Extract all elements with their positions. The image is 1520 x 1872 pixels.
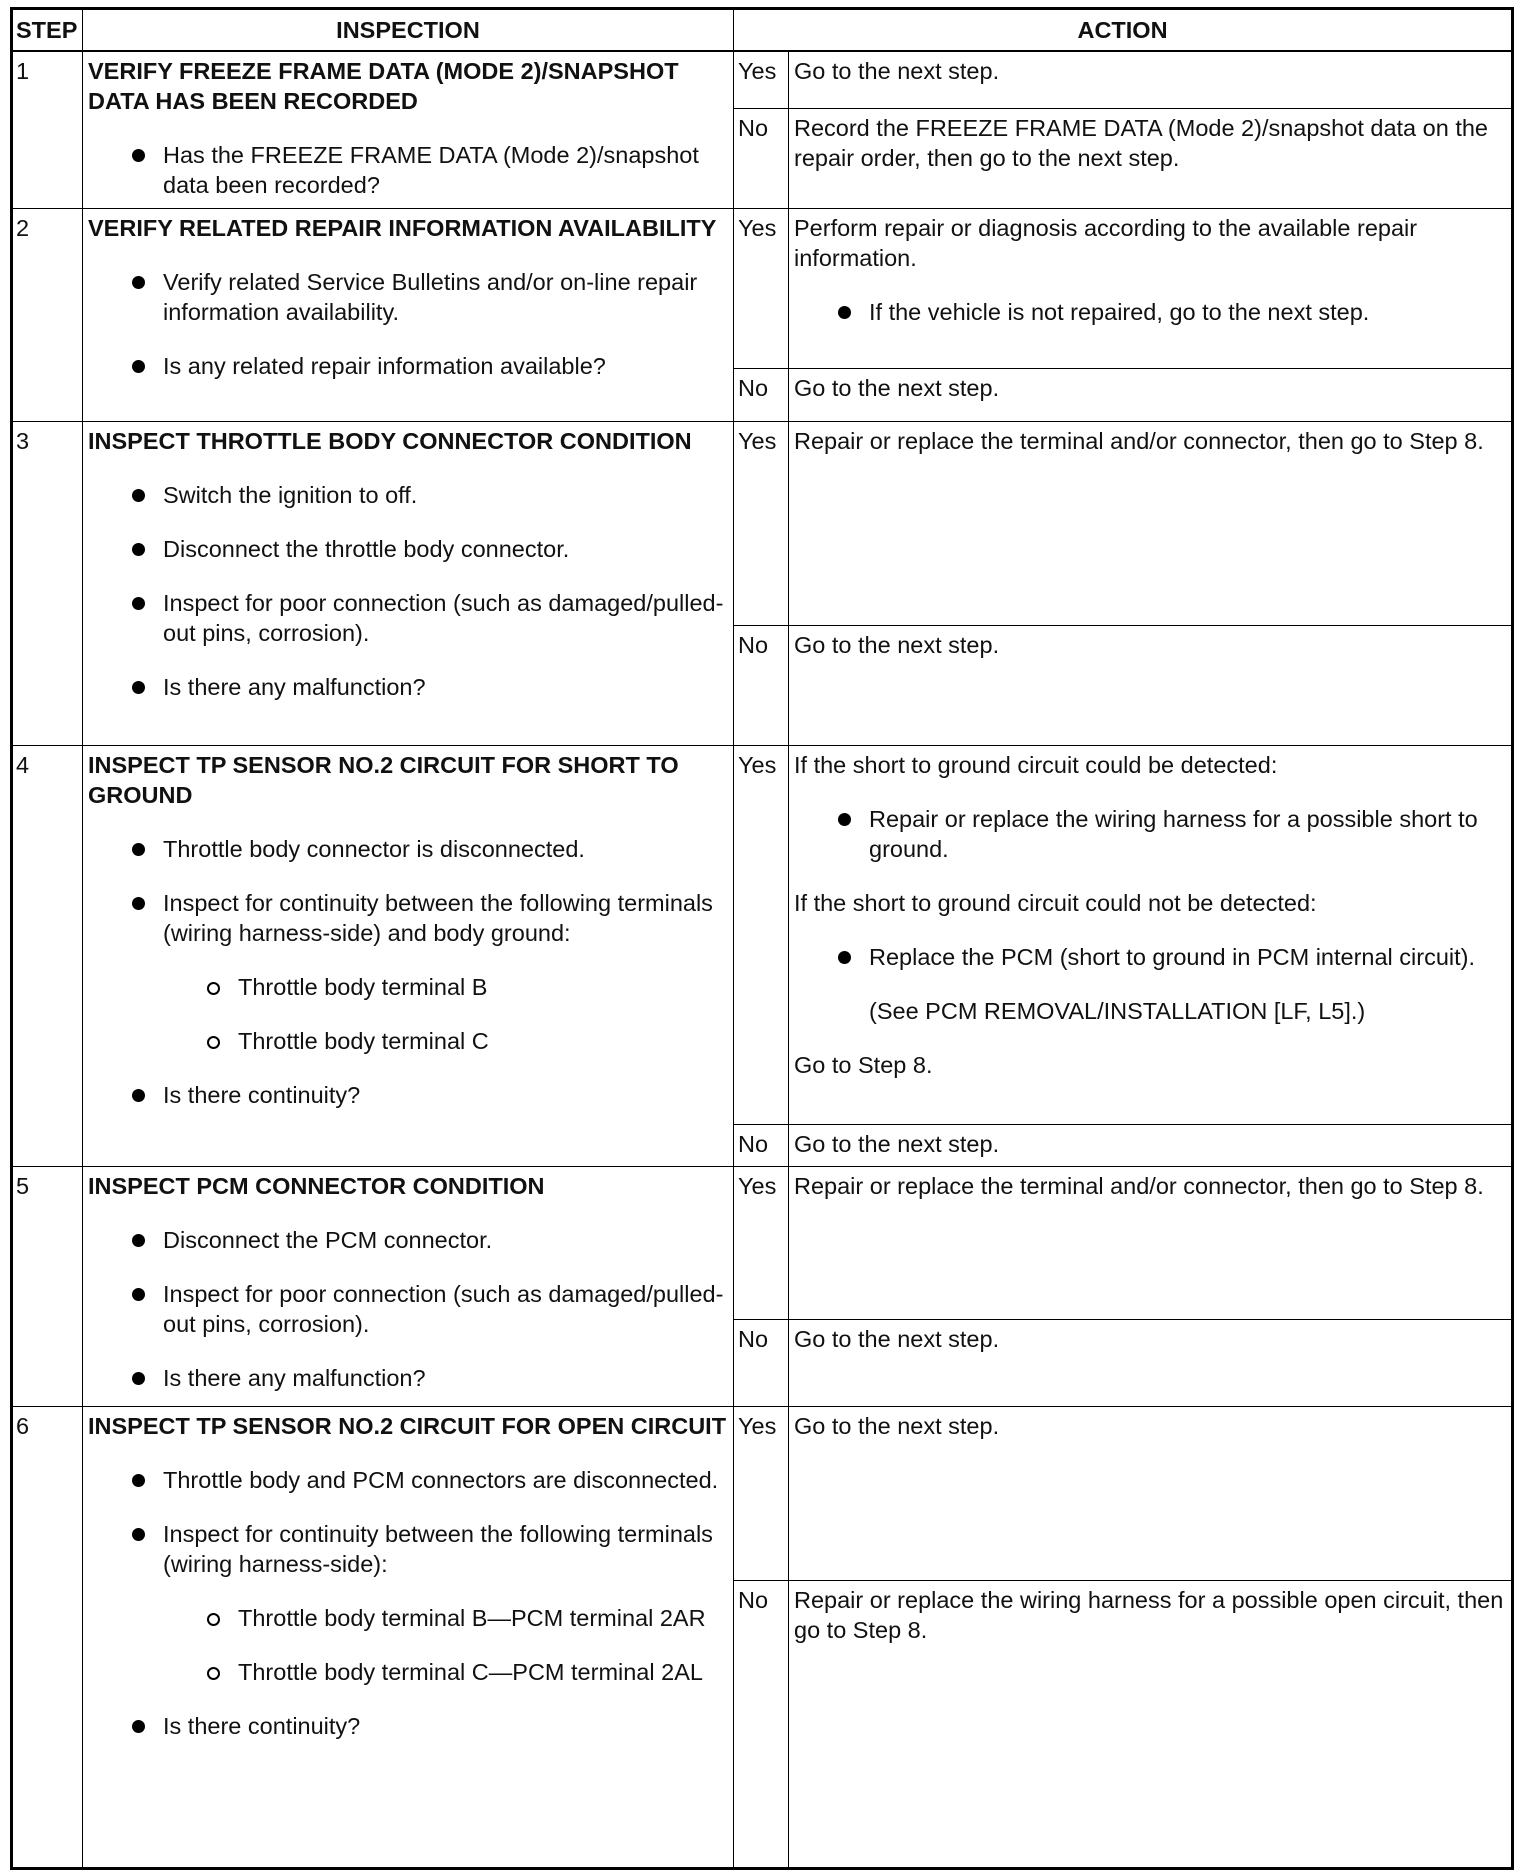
step-title: INSPECT PCM CONNECTOR CONDITION — [88, 1173, 545, 1199]
inspection-bullet: Inspect for poor connection (such as damaged/pulled-out pins, corrosion). — [88, 1279, 728, 1339]
yes-action — [789, 746, 1513, 1125]
yes-label: Yes — [734, 1407, 789, 1581]
step-title: INSPECT TP SENSOR NO.2 CIRCUIT FOR OPEN CIRCUIT — [88, 1413, 727, 1439]
yes-label: Yes — [734, 51, 789, 109]
step-6-inspection — [83, 1407, 734, 1869]
yes-action: Go to the next step. — [789, 1407, 1513, 1581]
no-label: No — [734, 1125, 789, 1167]
step-1-yes-row — [12, 51, 1513, 109]
inspection-subbullet: Throttle body terminal C — [88, 1026, 728, 1056]
yes-action: Go to the next step. — [789, 51, 1513, 109]
inspection-bullet: Switch the ignition to off. — [88, 480, 728, 510]
action-bullet: Replace the PCM (short to ground in PCM internal circuit). — [794, 942, 1506, 972]
header-step: STEP — [12, 9, 83, 51]
yes-action: Repair or replace the terminal and/or connector, then go to Step 8. — [789, 422, 1513, 626]
step-3-yes-row — [12, 422, 1513, 626]
yes-label: Yes — [734, 422, 789, 626]
no-label: No — [734, 626, 789, 746]
no-label: No — [734, 1581, 789, 1869]
header-action: ACTION — [734, 9, 1513, 51]
inspection-bullet: Throttle body and PCM connectors are disconnected. — [88, 1465, 728, 1495]
inspection-subbullet: Throttle body terminal B—PCM terminal 2AR — [88, 1603, 728, 1633]
header-inspection: INSPECTION — [83, 9, 734, 51]
step-title: INSPECT TP SENSOR NO.2 CIRCUIT FOR SHORT TO GROUND — [88, 752, 679, 808]
step-1-inspection — [83, 51, 734, 209]
step-number: 6 — [12, 1407, 83, 1869]
step-4-inspection — [83, 746, 734, 1167]
step-6-yes-row — [12, 1407, 1513, 1581]
action-bullet: Repair or replace the wiring harness for a possible short to ground. — [794, 804, 1506, 864]
step-title: VERIFY FREEZE FRAME DATA (MODE 2)/SNAPSHOT DATA HAS BEEN RECORDED — [88, 57, 679, 114]
step-number: 2 — [12, 209, 83, 422]
step-number: 5 — [12, 1167, 83, 1407]
step-number: 4 — [12, 746, 83, 1167]
inspection-bullet: Disconnect the throttle body connector. — [88, 534, 728, 564]
inspection-bullet: Has the FREEZE FRAME DATA (Mode 2)/snapshot data been recorded? — [88, 140, 728, 200]
no-action: Go to the next step. — [789, 369, 1513, 422]
inspection-bullet: Is any related repair information available? — [88, 351, 728, 381]
inspection-subbullet: Throttle body terminal C—PCM terminal 2AL — [88, 1657, 728, 1687]
step-title: VERIFY RELATED REPAIR INFORMATION AVAILABILITY — [88, 215, 717, 241]
header-row — [12, 9, 1513, 51]
inspection-bullet-text: Inspect for continuity between the following terminals (wiring harness-side) and body ground: — [163, 890, 713, 946]
inspection-bullet: Is there any malfunction? — [88, 672, 728, 702]
yes-action: Repair or replace the terminal and/or connector, then go to Step 8. — [789, 1167, 1513, 1320]
inspection-bullet: Is there any malfunction? — [88, 1363, 728, 1393]
action-text: Go to Step 8. — [794, 1052, 933, 1078]
step-title: INSPECT THROTTLE BODY CONNECTOR CONDITION — [88, 428, 692, 454]
no-label: No — [734, 1320, 789, 1407]
inspection-subbullet: Throttle body terminal B — [88, 972, 728, 1002]
inspection-bullet: Is there continuity? — [88, 1080, 728, 1110]
step-2-yes-row — [12, 209, 1513, 369]
yes-label: Yes — [734, 209, 789, 369]
step-3-inspection — [83, 422, 734, 746]
step-5-inspection — [83, 1167, 734, 1407]
step-5-yes-row — [12, 1167, 1513, 1320]
no-action: Record the FREEZE FRAME DATA (Mode 2)/snapshot data on the repair order, then go to the next step. — [789, 109, 1513, 209]
inspection-bullet: Inspect for poor connection (such as damaged/pulled-out pins, corrosion). — [88, 588, 728, 648]
no-action: Repair or replace the wiring harness for a possible open circuit, then go to Step 8. — [789, 1581, 1513, 1869]
action-text: If the short to ground circuit could be detected: — [794, 752, 1278, 778]
yes-label: Yes — [734, 746, 789, 1125]
action-text: If the short to ground circuit could not be detected: — [794, 890, 1317, 916]
diagnostic-procedure-table — [10, 7, 1514, 1870]
step-2-inspection — [83, 209, 734, 422]
inspection-bullet — [88, 888, 728, 1056]
action-text: Perform repair or diagnosis according to the available repair information. — [794, 215, 1418, 271]
no-label: No — [734, 369, 789, 422]
step-4-yes-row — [12, 746, 1513, 1125]
inspection-bullet: Disconnect the PCM connector. — [88, 1225, 728, 1255]
inspection-bullet: Verify related Service Bulletins and/or on-line repair information availability. — [88, 267, 728, 327]
inspection-bullet — [88, 1519, 728, 1687]
reference-note: (See PCM REMOVAL/INSTALLATION [LF, L5].) — [869, 998, 1366, 1024]
no-action: Go to the next step. — [789, 1125, 1513, 1167]
no-action: Go to the next step. — [789, 626, 1513, 746]
inspection-bullet-text: Inspect for continuity between the following terminals (wiring harness-side): — [163, 1521, 713, 1577]
no-label: No — [734, 109, 789, 209]
action-bullet: If the vehicle is not repaired, go to the next step. — [794, 297, 1506, 327]
step-number: 1 — [12, 51, 83, 209]
yes-label: Yes — [734, 1167, 789, 1320]
no-action: Go to the next step. — [789, 1320, 1513, 1407]
inspection-bullet: Throttle body connector is disconnected. — [88, 834, 728, 864]
inspection-bullet: Is there continuity? — [88, 1711, 728, 1741]
yes-action — [789, 209, 1513, 369]
step-number: 3 — [12, 422, 83, 746]
